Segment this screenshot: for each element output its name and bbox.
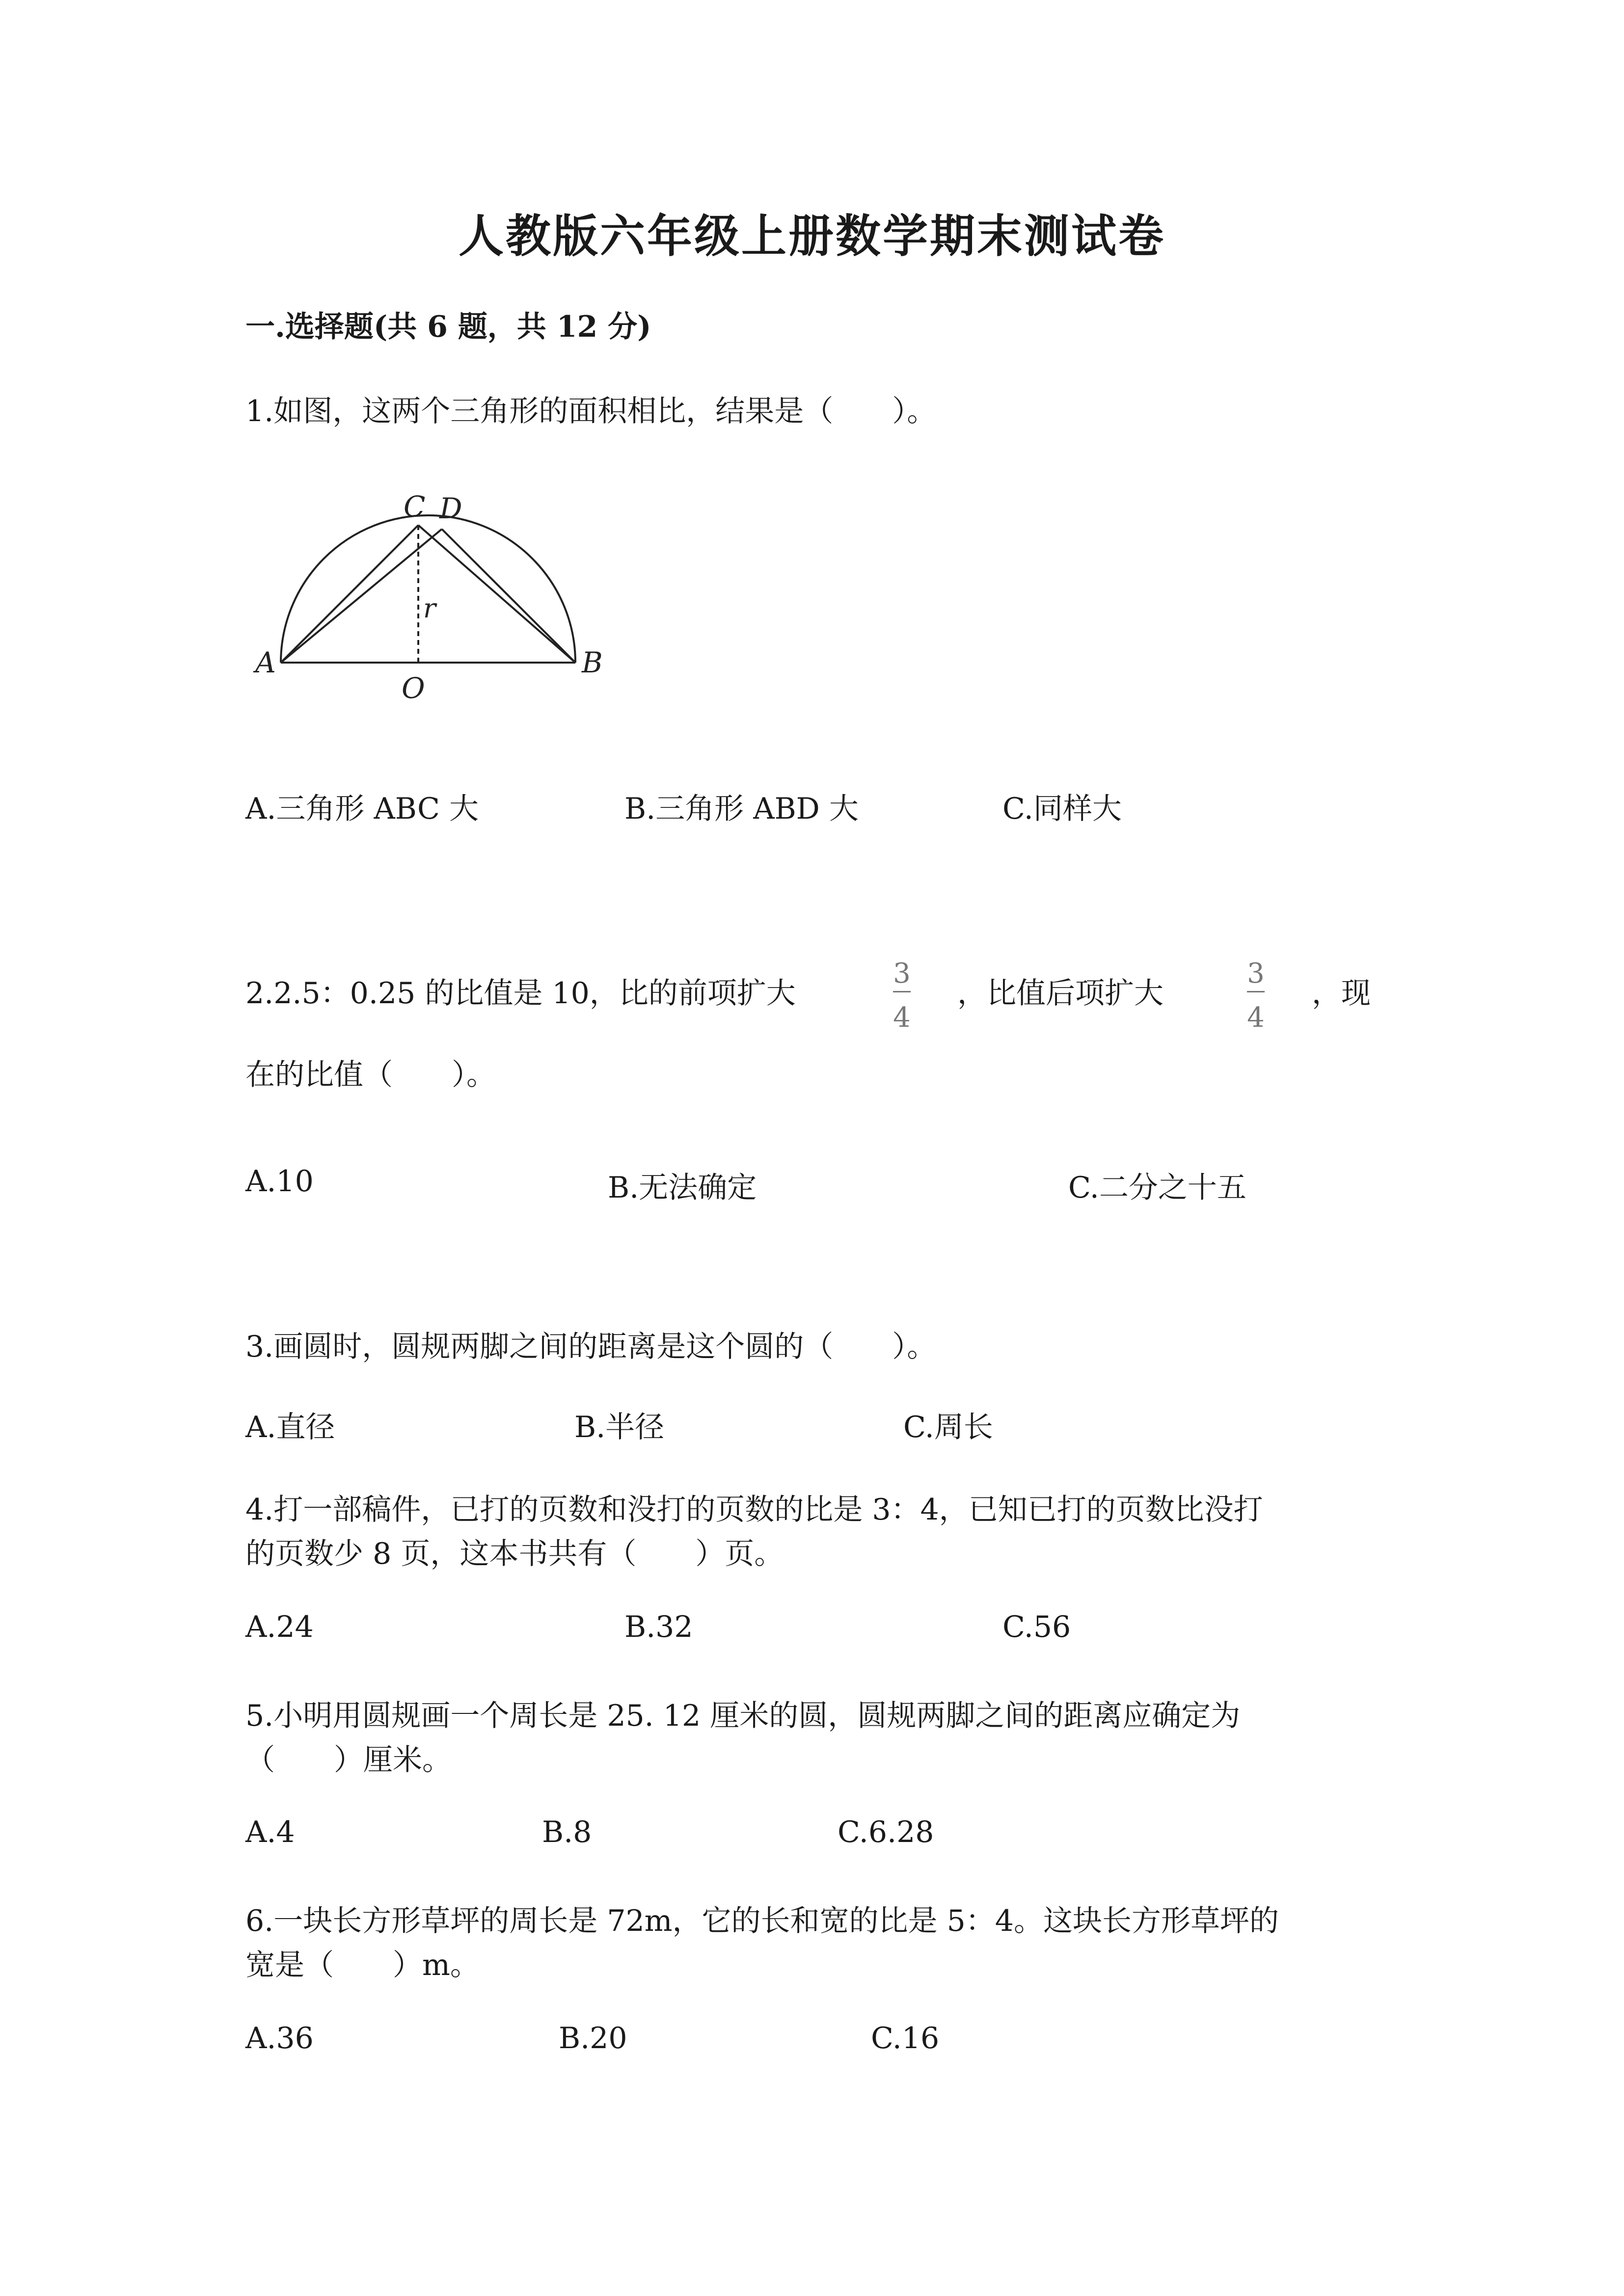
question-3-text: 3.画圆时，圆规两脚之间的距离是这个圆的（ ）。 (245, 1330, 937, 1364)
q4-option-a: A.24 (245, 1610, 314, 1644)
semicircle-arc (281, 515, 575, 663)
question-2-text-part3: ，现 (1312, 976, 1371, 1011)
q5-option-b: B.8 (542, 1815, 592, 1849)
q2-option-c: C.二分之十五 (1068, 1171, 1246, 1205)
segment-ac (281, 525, 418, 663)
fraction-denominator: 4 (1247, 1002, 1265, 1034)
label-A: A (255, 646, 276, 679)
q6-option-b: B.20 (559, 2021, 627, 2056)
q1-option-c: C.同样大 (1002, 792, 1122, 826)
label-O: O (402, 671, 425, 705)
fraction-three-quarters-1 (882, 960, 921, 1032)
q4-option-c: C.56 (1002, 1610, 1071, 1644)
question-5-text-line2: （ ）厘米。 (245, 1743, 452, 1777)
q3-option-c: C.周长 (903, 1410, 993, 1444)
question-1-text: 1.如图，这两个三角形的面积相比，结果是（ ）。 (245, 394, 937, 428)
q1-option-b: B.三角形 ABD 大 (624, 792, 859, 826)
q6-option-c: C.16 (871, 2021, 940, 2056)
q5-option-c: C.6.28 (838, 1815, 934, 1849)
question-6-text-line2: 宽是（ ）m。 (245, 1948, 480, 1982)
fraction-three-quarters-2 (1236, 960, 1275, 1032)
q2-option-b: B.无法确定 (608, 1171, 757, 1205)
question-2-text-part1: 2.2.5：0.25 的比值是 10，比的前项扩大 (245, 976, 796, 1011)
q1-option-a: A.三角形 ABC 大 (245, 792, 479, 826)
q5-option-a: A.4 (245, 1815, 295, 1849)
fraction-denominator: 4 (893, 1002, 911, 1034)
q4-option-b: B.32 (624, 1610, 693, 1644)
q6-option-a: A.36 (245, 2021, 314, 2056)
segment-db (442, 529, 575, 663)
semicircle-triangle-figure (245, 486, 603, 712)
label-C: C (404, 490, 426, 523)
section-heading: 一.选择题(共 6 题，共 12 分) (245, 310, 651, 344)
question-4-text-line2: 的页数少 8 页，这本书共有（ ）页。 (245, 1537, 784, 1571)
page-title: 人教版六年级上册数学期末测试卷 (458, 210, 1165, 263)
question-6-text-line1: 6.一块长方形草坪的周长是 72m，它的长和宽的比是 5：4。这块长方形草坪的 (245, 1904, 1279, 1938)
label-D: D (439, 492, 462, 525)
q3-option-a: A.直径 (245, 1410, 335, 1444)
segment-cb (418, 525, 575, 663)
q3-option-b: B.半径 (574, 1410, 665, 1444)
fraction-numerator: 3 (893, 958, 911, 989)
question-2-text-part2: ，比值后项扩大 (957, 976, 1164, 1011)
label-r: r (423, 593, 436, 624)
question-4-text-line1: 4.打一部稿件，已打的页数和没打的页数的比是 3：4，已知已打的页数比没打 (245, 1493, 1263, 1527)
question-5-text-line1: 5.小明用圆规画一个周长是 25. 12 厘米的圆，圆规两脚之间的距离应确定为 (245, 1699, 1241, 1733)
label-B: B (582, 646, 603, 679)
fraction-numerator: 3 (1247, 958, 1265, 989)
question-2-text-line2: 在的比值（ ）。 (245, 1058, 496, 1092)
q2-option-a: A.10 (245, 1164, 314, 1199)
